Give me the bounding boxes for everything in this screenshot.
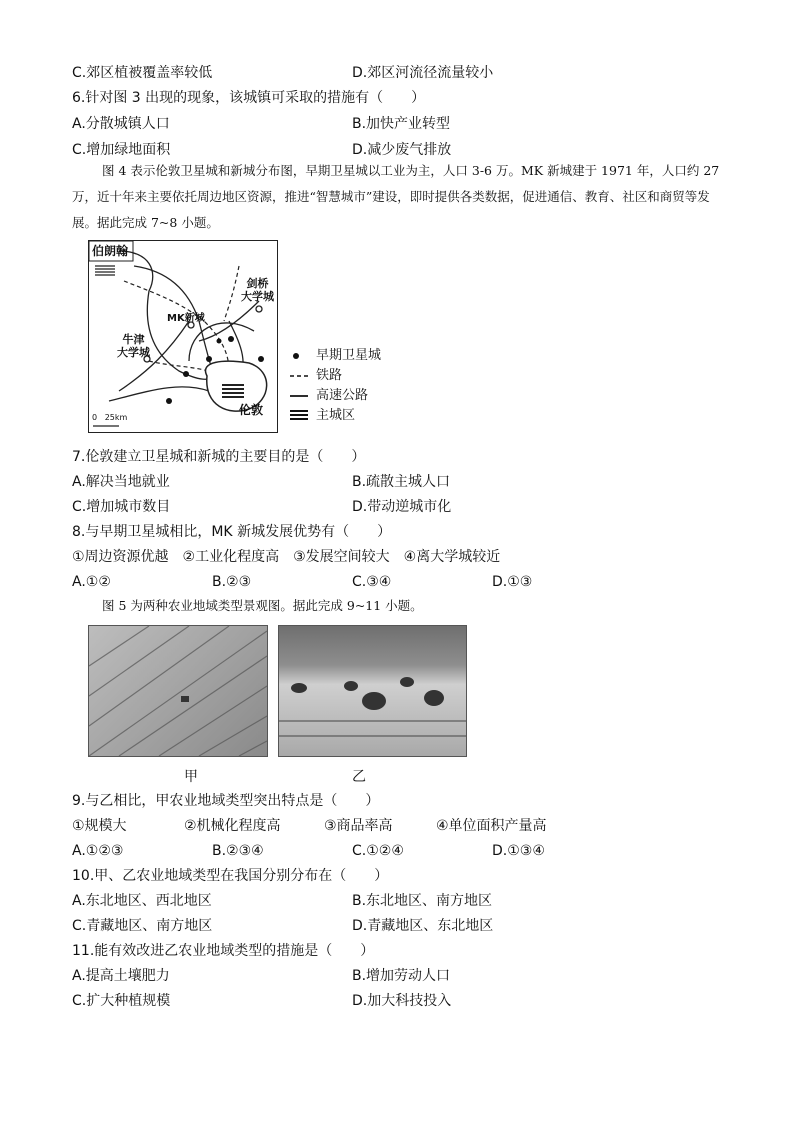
q9-item-4: ④单位面积产量高 <box>436 818 547 834</box>
q7-option-a: A.解决当地就业 <box>72 474 170 490</box>
map-label-mk: MK新城 <box>167 313 205 324</box>
map-label-cambridge: 剑桥 大学城 <box>241 277 274 303</box>
q6-stem: 6.针对图 3 出现的现象，该城镇可采取的措施有（ ） <box>72 90 426 106</box>
q9-item-2: ②机械化程度高 <box>184 818 281 834</box>
q11-option-a: A.提高土壤肥力 <box>72 968 170 984</box>
q8-option-d: D.①③ <box>492 574 533 590</box>
hatch-icon <box>290 409 310 423</box>
q6-option-b: B.加快产业转型 <box>352 116 451 132</box>
q6-option-d: D.减少废气排放 <box>352 142 452 158</box>
q8-option-a: A.①② <box>72 574 111 590</box>
q9-option-a: A.①②③ <box>72 843 124 859</box>
map-label-london: 伦敦 <box>239 403 264 417</box>
fig5-intro: 图 5 为两种农业地域类型景观图。据此完成 9~11 小题。 <box>102 598 423 613</box>
map-label-oxford: 牛津 大学城 <box>117 333 150 359</box>
legend-main: 主城区 <box>316 408 356 423</box>
q9-stem: 9.与乙相比，甲农业地域类型突出特点是（ ） <box>72 793 380 809</box>
q6-option-c: C.增加绿地面积 <box>72 142 171 158</box>
q7-stem: 7.伦敦建立卫星城和新城的主要目的是（ ） <box>72 449 366 465</box>
q7-option-b: B.疏散主城人口 <box>352 474 451 490</box>
legend-railway: 铁路 <box>316 368 343 383</box>
highway-icon <box>290 389 310 403</box>
q7-option-d: D.带动逆城市化 <box>352 499 452 515</box>
fig4-intro: 图 4 表示伦敦卫星城和新城分布图，早期卫星城以工业为主，人口 3-6 万。MK 新城建于 1971 年，人口约 27 万，近十年来主要依托周边地区资源，推进“智慧城市”建设，即时提供各类数据，促进通信、教育、社区和商贸等发展。据此完成 7~8 小题。 <box>72 163 720 230</box>
q9-item-1: ①规模大 <box>72 818 127 834</box>
q8-option-c: C.③④ <box>352 574 392 590</box>
q6-option-a: A.分散城镇人口 <box>72 116 170 132</box>
map-scale: 0 25km <box>92 413 128 422</box>
farm-photo-jia <box>88 625 268 757</box>
q8-stem: 8.与早期卫星城相比，MK 新城发展优势有（ ） <box>72 524 392 540</box>
q7-option-c: C.增加城市数目 <box>72 499 171 515</box>
map-label-bolanhan: 伯朗翰 <box>92 244 129 258</box>
photo-caption-yi: 乙 <box>352 769 366 785</box>
q8-items: ①周边资源优越 ②工业化程度高 ③发展空间较大 ④离大学城较近 <box>72 549 501 565</box>
q5-option-d: D.郊区河流径流量较小 <box>352 65 494 81</box>
q9-option-c: C.①②④ <box>352 843 404 859</box>
q10-option-d: D.青藏地区、东北地区 <box>352 918 494 934</box>
q10-option-c: C.青藏地区、南方地区 <box>72 918 213 934</box>
farm-photo-yi <box>278 625 467 757</box>
dot-icon <box>290 349 310 363</box>
q11-option-b: B.增加劳动人口 <box>352 968 451 984</box>
photo-caption-jia: 甲 <box>184 769 198 785</box>
q10-stem: 10.甲、乙农业地域类型在我国分别分布在（ ） <box>72 868 389 884</box>
q11-stem: 11.能有效改进乙农业地域类型的措施是（ ） <box>72 943 375 959</box>
q8-option-b: B.②③ <box>212 574 252 590</box>
map-legend <box>290 346 381 426</box>
q11-option-d: D.加大科技投入 <box>352 993 452 1009</box>
q11-option-c: C.扩大种植规模 <box>72 993 171 1009</box>
railway-icon <box>290 369 310 383</box>
legend-highway: 高速公路 <box>316 388 369 403</box>
q9-option-d: D.①③④ <box>492 843 545 859</box>
q5-option-c: C.郊区植被覆盖率较低 <box>72 65 213 81</box>
q9-option-b: B.②③④ <box>212 843 264 859</box>
q10-option-b: B.东北地区、南方地区 <box>352 893 493 909</box>
legend-early: 早期卫星城 <box>316 348 382 363</box>
q10-option-a: A.东北地区、西北地区 <box>72 893 212 909</box>
q9-item-3: ③商品率高 <box>324 818 393 834</box>
london-satellite-map <box>88 240 278 433</box>
